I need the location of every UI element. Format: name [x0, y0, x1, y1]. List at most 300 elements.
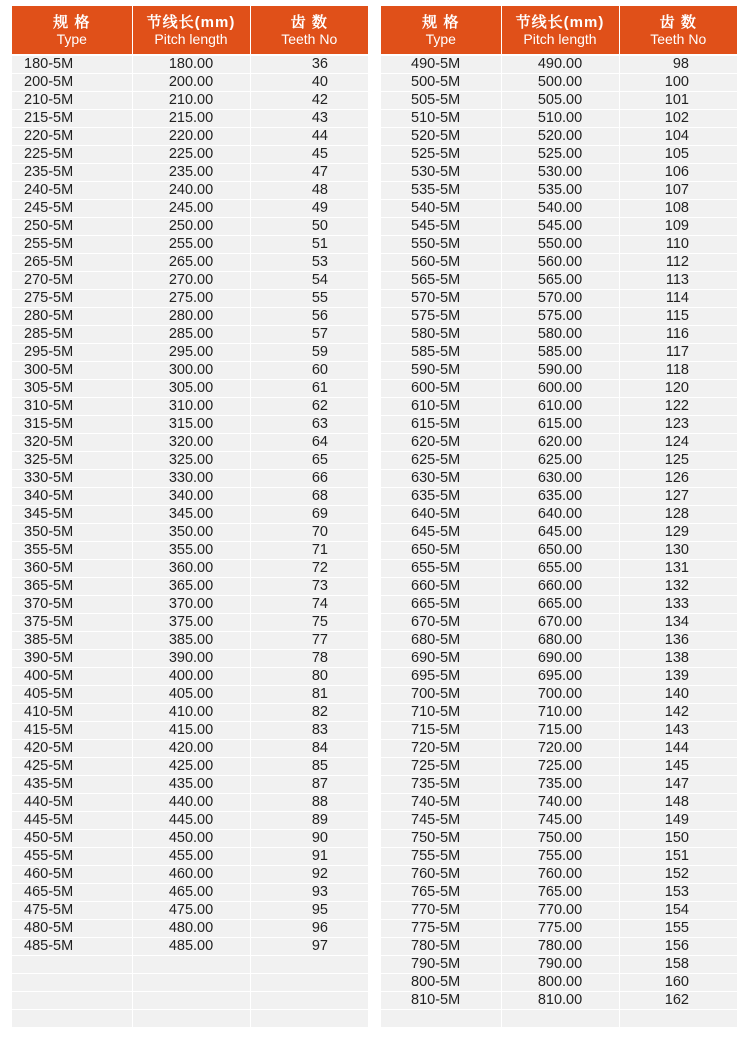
- type-cell: 355-5M: [12, 542, 132, 560]
- type-cell: 630-5M: [381, 470, 501, 488]
- type-cell: 680-5M: [381, 632, 501, 650]
- pitch-length-cell: 750.00: [501, 830, 619, 848]
- teeth-count-cell: 51: [250, 236, 368, 254]
- teeth-count-cell: 96: [250, 920, 368, 938]
- type-cell: 255-5M: [12, 236, 132, 254]
- teeth-count-cell: 72: [250, 560, 368, 578]
- table-row: [12, 794, 368, 812]
- table-row: [12, 902, 368, 920]
- table-row: [12, 812, 368, 830]
- pitch-length-cell: 565.00: [501, 272, 619, 290]
- type-cell: 400-5M: [12, 668, 132, 686]
- table-row: [12, 254, 368, 272]
- table-body-right: [381, 55, 737, 1028]
- type-cell: 285-5M: [12, 326, 132, 344]
- type-cell: 410-5M: [12, 704, 132, 722]
- type-cell: 315-5M: [12, 416, 132, 434]
- teeth-count-cell: 108: [619, 200, 737, 218]
- teeth-count-cell: 48: [250, 182, 368, 200]
- type-cell: 615-5M: [381, 416, 501, 434]
- type-cell: 365-5M: [12, 578, 132, 596]
- pitch-length-cell: 460.00: [132, 866, 250, 884]
- teeth-count-cell: 62: [250, 398, 368, 416]
- type-cell: 525-5M: [381, 146, 501, 164]
- pitch-length-cell: 710.00: [501, 704, 619, 722]
- pitch-length-cell: 475.00: [132, 902, 250, 920]
- pitch-length-cell: 610.00: [501, 398, 619, 416]
- pitch-length-cell: 740.00: [501, 794, 619, 812]
- type-cell: 620-5M: [381, 434, 501, 452]
- type-cell: [12, 974, 132, 992]
- teeth-count-cell: 110: [619, 236, 737, 254]
- table-row: [12, 488, 368, 506]
- pitch-length-cell: 650.00: [501, 542, 619, 560]
- type-cell: 460-5M: [12, 866, 132, 884]
- teeth-count-cell: 148: [619, 794, 737, 812]
- teeth-count-cell: 155: [619, 920, 737, 938]
- type-header-cn: 规 格: [422, 13, 460, 31]
- pitch-length-cell: 285.00: [132, 326, 250, 344]
- teeth-count-cell: 120: [619, 380, 737, 398]
- teeth-count-cell: 54: [250, 272, 368, 290]
- teeth-count-cell: 55: [250, 290, 368, 308]
- pitch-length-cell: [132, 992, 250, 1010]
- pitch-length-cell: 445.00: [132, 812, 250, 830]
- pitch-length-cell: 450.00: [132, 830, 250, 848]
- pitch-length-cell: 810.00: [501, 992, 619, 1010]
- type-cell: 485-5M: [12, 938, 132, 956]
- teeth-count-cell: 74: [250, 596, 368, 614]
- teeth-count-cell: 63: [250, 416, 368, 434]
- pitch-length-cell: 455.00: [132, 848, 250, 866]
- pitch-length-cell: 275.00: [132, 290, 250, 308]
- pitch-length-cell: 540.00: [501, 200, 619, 218]
- pitch-header-en: Pitch length: [523, 30, 597, 47]
- pitch-length-cell: 765.00: [501, 884, 619, 902]
- teeth-count-cell: 124: [619, 434, 737, 452]
- table-row: [12, 1010, 368, 1028]
- pitch-length-cell: 200.00: [132, 74, 250, 92]
- pitch-length-cell: 270.00: [132, 272, 250, 290]
- header-row: [12, 6, 368, 55]
- teeth-count-cell: 97: [250, 938, 368, 956]
- pitch-length-cell: 370.00: [132, 596, 250, 614]
- teeth-count-cell: 104: [619, 128, 737, 146]
- table-row: [381, 956, 737, 974]
- teeth-count-cell: 69: [250, 506, 368, 524]
- pitch-length-cell: 585.00: [501, 344, 619, 362]
- table-row: [12, 218, 368, 236]
- type-cell: 265-5M: [12, 254, 132, 272]
- type-cell: 375-5M: [12, 614, 132, 632]
- type-cell: 435-5M: [12, 776, 132, 794]
- table-row: [12, 614, 368, 632]
- table-row: [12, 992, 368, 1010]
- table-row: [381, 884, 737, 902]
- table-row: [12, 740, 368, 758]
- pitch-length-cell: [132, 956, 250, 974]
- teeth-count-cell: 88: [250, 794, 368, 812]
- pitch-length-cell: 700.00: [501, 686, 619, 704]
- table-row: [12, 200, 368, 218]
- pitch-length-cell: 560.00: [501, 254, 619, 272]
- type-header-en: Type: [56, 30, 87, 47]
- teeth-count-cell: 131: [619, 560, 737, 578]
- table-row: [381, 794, 737, 812]
- pitch-length-cell: 745.00: [501, 812, 619, 830]
- belt-table-right: [381, 6, 737, 1028]
- teeth-count-cell: 47: [250, 164, 368, 182]
- type-header-en: Type: [425, 30, 456, 47]
- teeth-count-cell: [250, 974, 368, 992]
- pitch-length-cell: 415.00: [132, 722, 250, 740]
- teeth-header: [619, 6, 737, 55]
- table-row: [381, 758, 737, 776]
- pitch-length-cell: 225.00: [132, 146, 250, 164]
- teeth-count-cell: 93: [250, 884, 368, 902]
- table-row: [381, 55, 737, 74]
- teeth-count-cell: 61: [250, 380, 368, 398]
- type-cell: 245-5M: [12, 200, 132, 218]
- pitch-length-cell: 485.00: [132, 938, 250, 956]
- teeth-count-cell: 126: [619, 470, 737, 488]
- table-row: [12, 848, 368, 866]
- pitch-length-cell: 295.00: [132, 344, 250, 362]
- table-row: [381, 974, 737, 992]
- teeth-count-cell: 92: [250, 866, 368, 884]
- table-row: [12, 344, 368, 362]
- type-cell: 280-5M: [12, 308, 132, 326]
- pitch-length-cell: 390.00: [132, 650, 250, 668]
- teeth-count-cell: 91: [250, 848, 368, 866]
- teeth-header-en: Teeth No: [650, 30, 707, 47]
- teeth-count-cell: 98: [619, 55, 737, 74]
- table-row: [381, 74, 737, 92]
- type-cell: 735-5M: [381, 776, 501, 794]
- table-row: [12, 92, 368, 110]
- type-cell: 750-5M: [381, 830, 501, 848]
- table-body-left: [12, 55, 368, 1028]
- type-cell: 565-5M: [381, 272, 501, 290]
- type-cell: [12, 1010, 132, 1028]
- pitch-length-cell: 655.00: [501, 560, 619, 578]
- pitch-header: [132, 6, 250, 55]
- table-row: [381, 146, 737, 164]
- pitch-length-cell: 615.00: [501, 416, 619, 434]
- pitch-length-cell: 580.00: [501, 326, 619, 344]
- teeth-count-cell: 105: [619, 146, 737, 164]
- pitch-length-cell: 505.00: [501, 92, 619, 110]
- teeth-count-cell: 87: [250, 776, 368, 794]
- table-row: [12, 884, 368, 902]
- table-row: [12, 758, 368, 776]
- table-row: [12, 830, 368, 848]
- type-cell: 350-5M: [12, 524, 132, 542]
- teeth-count-cell: 42: [250, 92, 368, 110]
- pitch-length-cell: 310.00: [132, 398, 250, 416]
- table-row: [12, 398, 368, 416]
- teeth-count-cell: 57: [250, 326, 368, 344]
- type-cell: 385-5M: [12, 632, 132, 650]
- table-row: [12, 686, 368, 704]
- pitch-length-cell: 315.00: [132, 416, 250, 434]
- teeth-count-cell: 136: [619, 632, 737, 650]
- table-row: [381, 560, 737, 578]
- table-row: [381, 380, 737, 398]
- pitch-length-cell: 760.00: [501, 866, 619, 884]
- type-cell: 250-5M: [12, 218, 132, 236]
- type-cell: 590-5M: [381, 362, 501, 380]
- type-cell: 645-5M: [381, 524, 501, 542]
- pitch-length-cell: 550.00: [501, 236, 619, 254]
- type-cell: 570-5M: [381, 290, 501, 308]
- teeth-count-cell: 115: [619, 308, 737, 326]
- teeth-count-cell: 144: [619, 740, 737, 758]
- pitch-length-cell: 405.00: [132, 686, 250, 704]
- pitch-length-cell: 665.00: [501, 596, 619, 614]
- teeth-count-cell: 123: [619, 416, 737, 434]
- pitch-length-cell: 325.00: [132, 452, 250, 470]
- type-cell: 520-5M: [381, 128, 501, 146]
- pitch-length-cell: 735.00: [501, 776, 619, 794]
- pitch-length-cell: 300.00: [132, 362, 250, 380]
- teeth-count-cell: 106: [619, 164, 737, 182]
- pitch-length-cell: 780.00: [501, 938, 619, 956]
- table-row: [381, 218, 737, 236]
- table-row: [381, 182, 737, 200]
- table-row: [381, 776, 737, 794]
- table-row: [12, 974, 368, 992]
- table-row: [12, 506, 368, 524]
- teeth-count-cell: 50: [250, 218, 368, 236]
- type-cell: 475-5M: [12, 902, 132, 920]
- pitch-length-cell: 575.00: [501, 308, 619, 326]
- table-row: [381, 164, 737, 182]
- pitch-length-cell: 420.00: [132, 740, 250, 758]
- pitch-length-cell: [501, 1010, 619, 1028]
- type-cell: 710-5M: [381, 704, 501, 722]
- type-cell: 275-5M: [12, 290, 132, 308]
- type-cell: 310-5M: [12, 398, 132, 416]
- table-row: [381, 578, 737, 596]
- table-row: [12, 650, 368, 668]
- pitch-length-cell: 355.00: [132, 542, 250, 560]
- belt-table-left: [12, 6, 368, 1028]
- type-cell: 665-5M: [381, 596, 501, 614]
- type-cell: 775-5M: [381, 920, 501, 938]
- teeth-count-cell: 90: [250, 830, 368, 848]
- type-cell: 540-5M: [381, 200, 501, 218]
- pitch-length-cell: 345.00: [132, 506, 250, 524]
- table-row: [381, 920, 737, 938]
- teeth-count-cell: 81: [250, 686, 368, 704]
- table-row: [12, 380, 368, 398]
- type-cell: 500-5M: [381, 74, 501, 92]
- teeth-count-cell: 59: [250, 344, 368, 362]
- table-row: [12, 290, 368, 308]
- type-cell: 320-5M: [12, 434, 132, 452]
- table-row: [381, 470, 737, 488]
- table-row: [12, 146, 368, 164]
- pitch-length-cell: 630.00: [501, 470, 619, 488]
- type-cell: 575-5M: [381, 308, 501, 326]
- pitch-length-cell: 385.00: [132, 632, 250, 650]
- table-row: [12, 938, 368, 956]
- type-header-cn: 规 格: [53, 13, 91, 31]
- pitch-length-cell: 525.00: [501, 146, 619, 164]
- table-row: [381, 902, 737, 920]
- pitch-length-cell: 250.00: [132, 218, 250, 236]
- pitch-length-cell: 340.00: [132, 488, 250, 506]
- teeth-header-cn: 齿 数: [659, 13, 697, 31]
- type-cell: 550-5M: [381, 236, 501, 254]
- type-cell: 625-5M: [381, 452, 501, 470]
- teeth-count-cell: 158: [619, 956, 737, 974]
- type-cell: 390-5M: [12, 650, 132, 668]
- table-row: [12, 308, 368, 326]
- type-cell: 465-5M: [12, 884, 132, 902]
- table-row: [381, 254, 737, 272]
- type-cell: 215-5M: [12, 110, 132, 128]
- type-cell: 660-5M: [381, 578, 501, 596]
- table-row: [381, 1010, 737, 1028]
- table-row: [12, 704, 368, 722]
- type-header: [12, 6, 132, 55]
- pitch-length-cell: 775.00: [501, 920, 619, 938]
- pitch-length-cell: 720.00: [501, 740, 619, 758]
- teeth-count-cell: 143: [619, 722, 737, 740]
- teeth-count-cell: 134: [619, 614, 737, 632]
- pitch-length-cell: 400.00: [132, 668, 250, 686]
- table-row: [12, 632, 368, 650]
- type-cell: 585-5M: [381, 344, 501, 362]
- teeth-count-cell: 138: [619, 650, 737, 668]
- teeth-count-cell: 45: [250, 146, 368, 164]
- pitch-length-cell: 715.00: [501, 722, 619, 740]
- type-header: [381, 6, 501, 55]
- table-row: [12, 866, 368, 884]
- type-cell: 235-5M: [12, 164, 132, 182]
- type-cell: 370-5M: [12, 596, 132, 614]
- teeth-count-cell: 156: [619, 938, 737, 956]
- type-cell: [12, 992, 132, 1010]
- pitch-length-cell: 465.00: [132, 884, 250, 902]
- table-row: [12, 596, 368, 614]
- table-row: [381, 722, 737, 740]
- teeth-count-cell: 142: [619, 704, 737, 722]
- pitch-header-cn: 节线长(mm): [515, 13, 605, 31]
- type-cell: 220-5M: [12, 128, 132, 146]
- type-cell: 690-5M: [381, 650, 501, 668]
- table-row: [381, 740, 737, 758]
- pitch-length-cell: 410.00: [132, 704, 250, 722]
- table-row: [12, 55, 368, 74]
- pitch-length-cell: 600.00: [501, 380, 619, 398]
- table-row: [381, 938, 737, 956]
- table-row: [381, 866, 737, 884]
- table-row: [381, 434, 737, 452]
- type-cell: 305-5M: [12, 380, 132, 398]
- type-cell: 650-5M: [381, 542, 501, 560]
- type-cell: 345-5M: [12, 506, 132, 524]
- teeth-count-cell: 113: [619, 272, 737, 290]
- type-cell: 790-5M: [381, 956, 501, 974]
- type-cell: 745-5M: [381, 812, 501, 830]
- teeth-header-en: Teeth No: [281, 30, 338, 47]
- pitch-length-cell: 660.00: [501, 578, 619, 596]
- teeth-count-cell: [250, 1010, 368, 1028]
- table-row: [12, 452, 368, 470]
- teeth-count-cell: 77: [250, 632, 368, 650]
- table-row: [381, 686, 737, 704]
- type-cell: 715-5M: [381, 722, 501, 740]
- teeth-count-cell: 40: [250, 74, 368, 92]
- pitch-length-cell: 500.00: [501, 74, 619, 92]
- teeth-count-cell: 151: [619, 848, 737, 866]
- table-row: [381, 326, 737, 344]
- pitch-length-cell: 255.00: [132, 236, 250, 254]
- teeth-count-cell: 139: [619, 668, 737, 686]
- teeth-count-cell: 153: [619, 884, 737, 902]
- teeth-count-cell: 84: [250, 740, 368, 758]
- table-row: [12, 542, 368, 560]
- table-row: [381, 524, 737, 542]
- table-row: [381, 200, 737, 218]
- table-row: [12, 164, 368, 182]
- type-cell: 200-5M: [12, 74, 132, 92]
- teeth-count-cell: 114: [619, 290, 737, 308]
- pitch-length-cell: 790.00: [501, 956, 619, 974]
- type-cell: 445-5M: [12, 812, 132, 830]
- teeth-count-cell: [250, 956, 368, 974]
- type-cell: 740-5M: [381, 794, 501, 812]
- type-cell: 695-5M: [381, 668, 501, 686]
- teeth-count-cell: 70: [250, 524, 368, 542]
- type-cell: 415-5M: [12, 722, 132, 740]
- table-row: [12, 182, 368, 200]
- teeth-count-cell: 128: [619, 506, 737, 524]
- table-row: [12, 776, 368, 794]
- teeth-count-cell: 147: [619, 776, 737, 794]
- teeth-count-cell: 82: [250, 704, 368, 722]
- teeth-count-cell: 107: [619, 182, 737, 200]
- pitch-length-cell: 480.00: [132, 920, 250, 938]
- table-row: [12, 722, 368, 740]
- pitch-length-cell: 365.00: [132, 578, 250, 596]
- table-row: [381, 704, 737, 722]
- table-row: [381, 488, 737, 506]
- table-row: [381, 452, 737, 470]
- pitch-length-cell: 360.00: [132, 560, 250, 578]
- table-row: [381, 128, 737, 146]
- type-cell: 725-5M: [381, 758, 501, 776]
- pitch-length-cell: 510.00: [501, 110, 619, 128]
- table-row: [381, 650, 737, 668]
- type-cell: 295-5M: [12, 344, 132, 362]
- type-cell: 755-5M: [381, 848, 501, 866]
- type-cell: 530-5M: [381, 164, 501, 182]
- pitch-header: [501, 6, 619, 55]
- teeth-count-cell: 116: [619, 326, 737, 344]
- teeth-count-cell: 154: [619, 902, 737, 920]
- teeth-count-cell: 109: [619, 218, 737, 236]
- table-row: [381, 506, 737, 524]
- pitch-length-cell: 330.00: [132, 470, 250, 488]
- pitch-length-cell: 535.00: [501, 182, 619, 200]
- type-cell: 300-5M: [12, 362, 132, 380]
- type-cell: 800-5M: [381, 974, 501, 992]
- pitch-length-cell: 520.00: [501, 128, 619, 146]
